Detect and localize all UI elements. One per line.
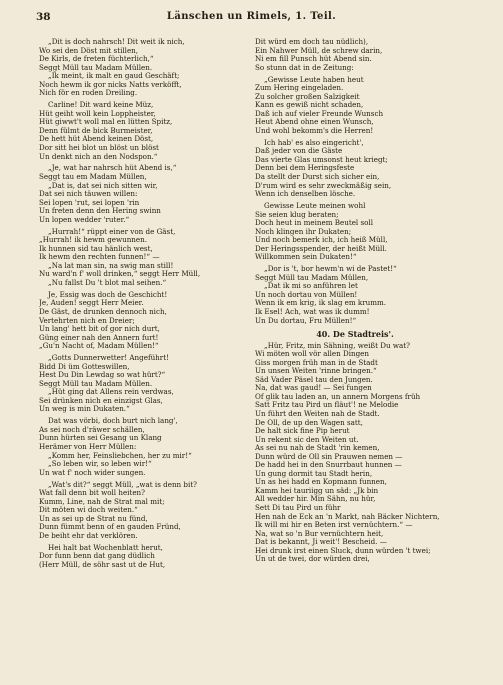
verse-line: „Dor is 't, bor hewm'n wi de Pastet!“ bbox=[264, 265, 397, 274]
verse-line: Giss morgen früh man in de Stadt bbox=[255, 358, 378, 367]
verse-line: Noch hewm ik gor nicks Natts verköfft, bbox=[39, 80, 182, 89]
verse-line: Seggt Müll tau Madam Müllen, bbox=[255, 273, 369, 282]
verse-line: De Kirls, de freten füchterlich,“ bbox=[39, 55, 154, 64]
verse-line: Bidd Di üm Gotteswillen, bbox=[39, 362, 130, 371]
verse-line: Un as hei hadd en Kopmann funnen, bbox=[255, 478, 387, 487]
verse-line: Hen nah de Eck an 'n Markt, nah Bäcker Nichtern, bbox=[255, 512, 440, 521]
verse-line: Vertehrten nich en Dreier; bbox=[39, 316, 135, 325]
verse-line: Ik hewm den rechten funnen!“ — bbox=[39, 253, 160, 262]
verse-line: Ik Esel! Ach, wat was ik dumm! bbox=[255, 307, 370, 316]
verse-line: Dunn hürten sei Gesang un Klang bbox=[39, 434, 162, 443]
running-title: Länschen un Rimels, 1. Teil. bbox=[166, 11, 337, 22]
verse-line: Un freten denn den Hering swinn bbox=[39, 207, 161, 216]
verse-line: Dor funn benn dat gang düdlich bbox=[39, 552, 155, 561]
page-header bbox=[0, 11, 503, 25]
verse-line: Heut Abend ohne einen Wunsch, bbox=[255, 118, 374, 127]
verse-line: Kumm, Line, nah de Strat mal mit; bbox=[39, 497, 165, 506]
verse-line: Der Heringsspender, der heißt Müll. bbox=[255, 244, 387, 253]
verse-line: Zum Hering eingeladen. bbox=[255, 84, 344, 93]
verse-line: Un lang' hett bit of gor nich durt, bbox=[39, 325, 160, 334]
verse-line: „Hurrah! ik hewm gewunnen. bbox=[39, 236, 148, 245]
verse-line: Dunn würd de Oll sin Prauwen nemen — bbox=[255, 452, 403, 461]
verse-line: Dat is bekannt, Ji weit'! Bescheid. — bbox=[255, 538, 387, 547]
verse-line: As sei noch d'räwer schällen, bbox=[39, 425, 145, 434]
verse-line: Säd Vader Päsel tau den Jungen. bbox=[255, 375, 373, 384]
verse-line: Carline! Dit ward keine Müz, bbox=[48, 101, 154, 110]
verse-line: Daß jeder von die Gäste bbox=[255, 147, 343, 156]
verse-line: Un lopen wedder 'ruter.“ bbox=[39, 215, 130, 224]
verse-line: Dat was vörbi, doch burt nich lang', bbox=[48, 417, 178, 426]
verse-line: Kann es gewiß nicht schaden, bbox=[255, 101, 364, 110]
verse-line: Noch klingen ihr Dukaten; bbox=[255, 227, 352, 236]
verse-line: „Dat is, dat sei nich sitten wir, bbox=[48, 181, 158, 190]
verse-line: Je, Auden! seggt Herr Meier. bbox=[39, 299, 144, 308]
verse-line: Seggt Müll tau Madam Müllen. bbox=[39, 63, 153, 72]
verse-line: Hei halt bat Wochenblatt herut, bbox=[48, 543, 163, 552]
verse-line: Zu solcher großen Salzigkeit bbox=[255, 92, 360, 101]
verse-line: De Oll, de up den Wagen satt, bbox=[255, 418, 363, 427]
verse-line: Wo sei den Döst mit stillen, bbox=[39, 46, 139, 55]
verse-line: Ein Nahwer Müll, de schrew darin, bbox=[255, 46, 383, 55]
verse-line: Dit würd em doch tau nüdlich), bbox=[255, 38, 369, 46]
verse-line: „Na lat man sin, na swig man still! bbox=[48, 261, 174, 270]
verse-line: So stunn dat in de Zeitung: bbox=[255, 63, 354, 72]
verse-line: Nich för en roden Dreiling. bbox=[39, 89, 138, 98]
verse-line: Un gung dormit tau Stadt herin, bbox=[255, 469, 373, 478]
verse-line: Of glik tau laden an, un annern Morgens früh bbox=[255, 392, 421, 401]
verse-line: „Je, wat har nahrsch hüt Abend is,“ bbox=[48, 164, 177, 173]
page-number: 38 bbox=[36, 11, 51, 23]
left-text-column bbox=[39, 38, 239, 569]
verse-line: D'rum wird es sehr zweckmäßig sein, bbox=[255, 181, 392, 190]
verse-line: Dat sei nich täuwen willen: bbox=[39, 190, 138, 199]
verse-line: (Herr Müll, de söhr sast ut de Hut, bbox=[39, 560, 166, 569]
verse-line: De hett hüt Abend keinen Döst, bbox=[39, 135, 154, 144]
verse-line: De hadd hei in den Snurrbaut hunnen — bbox=[255, 461, 402, 470]
verse-line: Un ut de twei, dor würden drei, bbox=[255, 555, 370, 564]
verse-line: Denn bei dem Heringsfeste bbox=[255, 164, 355, 173]
verse-line: Un wat f' noch wider sungen. bbox=[39, 468, 146, 477]
verse-line: As sei nu nah de Stadt 'rin kemen, bbox=[255, 444, 380, 453]
verse-line: Sei drünken nich en einzigst Glas, bbox=[39, 396, 163, 405]
verse-line: Je, Essig was doch de Geschicht! bbox=[48, 290, 168, 299]
verse-line: „Gu'n Nacht of, Madam Müllen!“ bbox=[39, 342, 159, 351]
verse-line: Herämer von Herr Müllen: bbox=[39, 442, 137, 451]
verse-line: Das vierte Glas umsonst heut kriegt; bbox=[255, 155, 388, 164]
verse-line: „So leben wir, so leben wir!“ bbox=[48, 460, 152, 469]
verse-line: Ik hunnen sid tau hänlich west, bbox=[39, 244, 153, 253]
verse-line: „Ik meint, ik malt en gaud Geschäft; bbox=[48, 72, 180, 81]
verse-line: Hüt giwwt't woll mal en lütten Spitz, bbox=[39, 118, 173, 127]
verse-line: Ich hab' es also eingericht', bbox=[264, 138, 364, 147]
verse-line: De halt sick fine Pip herut bbox=[255, 427, 350, 436]
verse-line: Un weg is min Dukaten.“ bbox=[39, 405, 130, 414]
verse-line: De beiht ehr dat verklören. bbox=[39, 531, 138, 540]
verse-line: Dit möten wi doch weiten.“ bbox=[39, 506, 138, 515]
verse-line: De Gäst, de drunken dennoch nich, bbox=[39, 307, 167, 316]
verse-line: Un noch dortau von Müllen! bbox=[255, 290, 358, 299]
verse-line: „Dit is doch nahrsch! Dit weit ik nich, bbox=[48, 38, 185, 46]
verse-line: „Hurrah!“ rüppt einer von de Gäst, bbox=[48, 227, 176, 236]
verse-line: „Nu fallst Du 't blot mal seihen.“ bbox=[48, 278, 167, 287]
verse-line: Denn fülmt de bick Burmeister, bbox=[39, 126, 153, 135]
verse-line: Un rekent sic den Weiten ut. bbox=[255, 435, 359, 444]
verse-line: „Gewisse Leute haben heut bbox=[264, 75, 364, 84]
verse-line: Wenn ik em krig, ik slag em krumm. bbox=[255, 299, 387, 308]
verse-line: Hest Du Din Lewdag so wat hürt?“ bbox=[39, 371, 166, 380]
verse-line: Daß ich auf vieler Freunde Wunsch bbox=[255, 109, 384, 118]
verse-line: Dunn fümmt benn of en gauden Fründ, bbox=[39, 523, 181, 532]
verse-line: Ik will mi hir en Beten irst vernüchtern.“ — bbox=[255, 521, 413, 530]
verse-line: „Gotts Dunnerwetter! Angeführt! bbox=[48, 354, 169, 363]
verse-line: Sie seien klug beraten; bbox=[255, 210, 339, 219]
verse-line: Seggt Müll tau Madam Müllen. bbox=[39, 379, 153, 388]
right-text-column bbox=[255, 38, 455, 564]
verse-line: Un as sei up de Strat nu fünd, bbox=[39, 514, 148, 523]
verse-line: Sei lopen 'rut, sei lopen 'rin bbox=[39, 198, 140, 207]
verse-line: Kamm hei tauriigg un säd: „Jk bin bbox=[255, 486, 379, 495]
verse-line: Wat fall denn bit woll heiten? bbox=[39, 489, 145, 498]
verse-line: Da stellt der Durst sich sicher ein, bbox=[255, 172, 380, 181]
verse-line: Na, dat was gaud! — Sei fungen bbox=[255, 384, 372, 393]
verse-line: Doch heut in meinem Beutel soll bbox=[255, 219, 374, 228]
verse-line: Hei drunk irst einen Sluck, dunn würden 't twei; bbox=[255, 546, 431, 555]
verse-line: Nu ward'n f' woll drinken,“ seggt Herr Müll, bbox=[39, 270, 201, 279]
verse-line: Na, wat so 'n Bur vernüchtern heit, bbox=[255, 529, 384, 538]
verse-line: Un führt den Weiten nah de Stadt. bbox=[255, 409, 380, 418]
verse-line: Gewisse Leute meinen wohl bbox=[264, 202, 366, 211]
verse-line: Und wohl bekomm's die Herren! bbox=[255, 126, 374, 135]
verse-line: Un Du dortau, Fru Müllen!“ bbox=[255, 316, 357, 325]
verse-line: „Komm her, Feinsliebchen, her zu mir!“ bbox=[48, 451, 192, 460]
verse-line: „Dat ik mi so anführen let bbox=[264, 282, 358, 291]
verse-line: Hüt geiht woll kein Loppheister, bbox=[39, 109, 156, 118]
verse-line: Wenn ich denselben lösche. bbox=[255, 190, 356, 199]
verse-line: Un denkt nich an den Nodspon.“ bbox=[39, 152, 158, 161]
verse-line: Un unsen Weiten 'rinne bringen.“ bbox=[255, 367, 377, 376]
verse-line: Satt Fritz tau Pird un fläut'! ne Melodie bbox=[255, 401, 399, 410]
section-heading: 40. De Stadtreis'. bbox=[316, 329, 394, 340]
verse-line: Dor sitt hei blot un blöst un blöst bbox=[39, 143, 159, 152]
verse-line: Ni em fill Punsch hüt Abend sin. bbox=[255, 55, 372, 64]
verse-line: „Hüt ging dat Allens rein verdwas, bbox=[48, 388, 174, 397]
verse-line: Wi möten woll vör allen Dingen bbox=[255, 350, 369, 359]
verse-line: Willkommen sein Dukaten!“ bbox=[255, 253, 357, 262]
verse-line: Güng einer nah den Annern furt! bbox=[39, 333, 159, 342]
verse-line: „Hür, Fritz, min Sähning, weißt Du wat? bbox=[264, 341, 410, 350]
verse-line: Seggt tau em Madam Müllen, bbox=[39, 172, 147, 181]
verse-line: Und noch bemerk ich, ich heiß Müll, bbox=[255, 236, 388, 245]
verse-line: All wedder hir. Min Sähn, nu hür, bbox=[255, 495, 376, 504]
verse-line: Sett Di tau Pird un führ bbox=[255, 504, 341, 512]
verse-line: „Wat's dit?“ seggt Müll, „wat is denn bit? bbox=[48, 480, 197, 489]
